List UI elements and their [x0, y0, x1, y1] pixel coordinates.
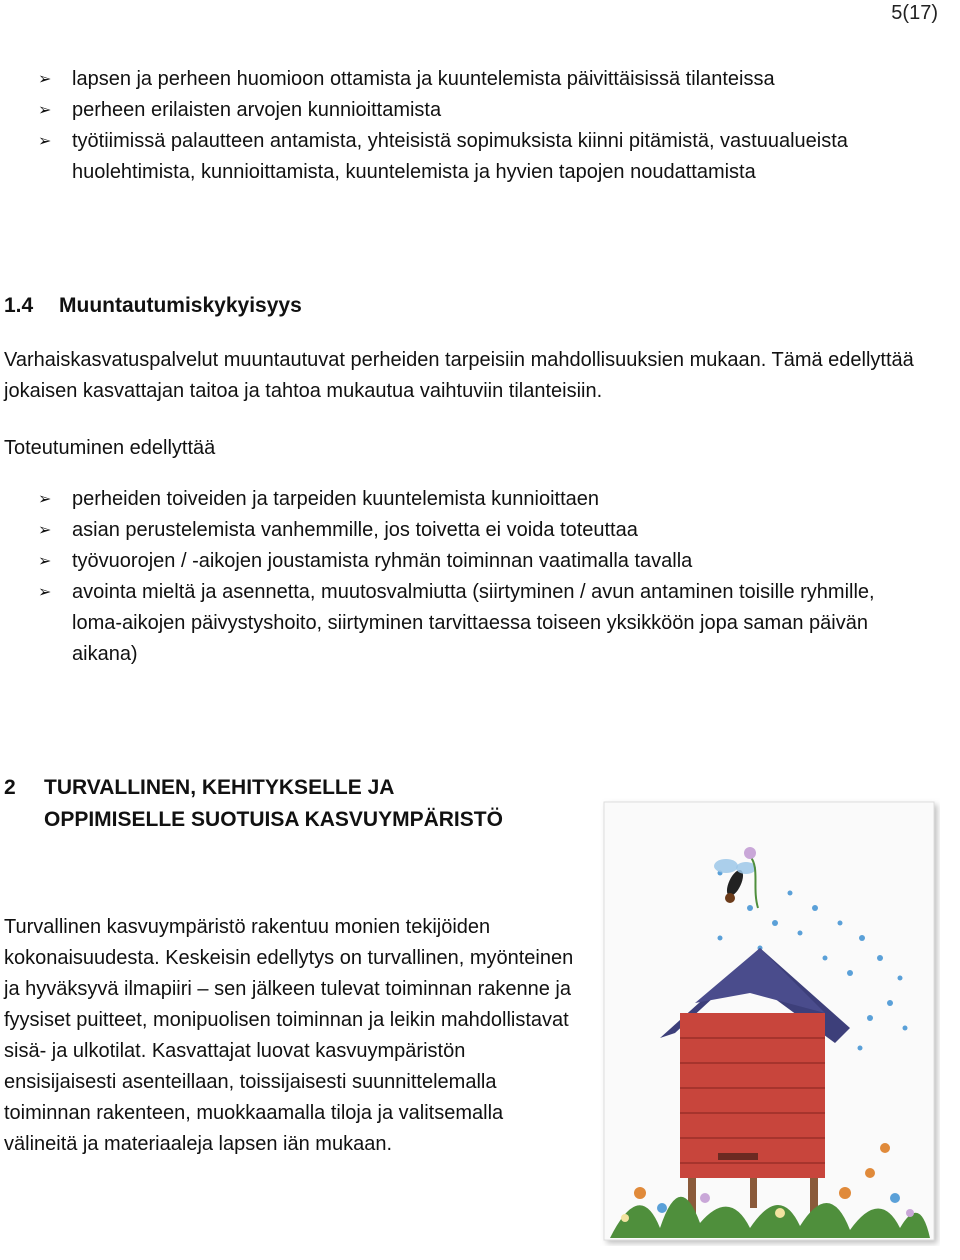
- section-1-4-intro: Varhaiskasvatuspalvelut muuntautuvat perheiden tarpeisiin mahdollisuuksien mukaan. Tämä edellyttää jokaisen kasvattajan taitoa ja tahtoa mukautua vaihtuviin tilanteisiin.: [4, 349, 914, 402]
- section-2-heading: [4, 772, 503, 836]
- list-item: [0, 64, 920, 95]
- list-item: [0, 515, 960, 546]
- arrow-bullet-icon: ➢: [38, 522, 52, 539]
- list-item: [0, 546, 960, 577]
- section-title-line-1: TURVALLINEN, KEHITYKSELLE JA: [44, 776, 395, 799]
- section-title: Muuntautumiskykyisyys: [59, 294, 302, 317]
- beehive-illustration: [600, 798, 940, 1246]
- arrow-bullet-icon: ➢: [38, 102, 52, 119]
- list-item-text: perheen erilaisten arvojen kunnioittamista: [72, 99, 442, 121]
- list-item-text: asian perustelemista vanhemmille, jos toivetta ei voida toteuttaa: [72, 519, 638, 541]
- arrow-bullet-icon: ➢: [38, 491, 52, 508]
- list-item-text: avointa mieltä ja asennetta, muutosvalmiutta (siirtyminen / avun antaminen toisille ryhmille, loma-aikojen päivystyshoito, siirtyminen tarvittaessa toiseen yksikköön jopa saman päivän aikana): [72, 581, 875, 665]
- list-item: [0, 95, 920, 126]
- arrow-bullet-icon: ➢: [38, 133, 52, 150]
- list-item-text: lapsen ja perheen huomioon ottamista ja kuuntelemista päivittäisissä tilanteissa: [72, 68, 775, 90]
- list-item: [0, 126, 920, 188]
- list-item: [0, 484, 960, 515]
- section-2-paragraph: Turvallinen kasvuympäristö rakentuu monien tekijöiden kokonaisuudesta. Keskeisin edellytys on turvallinen, myönteinen ja hyväksyvä ilmapiiri – sen jälkeen tulevat toiminnan rakenne ja fyysiset puitteet, monipuolisen toiminnan ja leikin mahdollistavat sisä- ja ulkotilat. Kasvattajat luovat kasvuympäristön ensisijaisesti asenteillaan, toissijaisesti suunnittelemalla toiminnan rakenteen, muokkaamalla tiloja ja valitsemalla välineitä ja materiaaleja lapsen iän mukaan.: [4, 916, 574, 1155]
- bullet-list-1: [0, 64, 920, 188]
- list-item: [0, 577, 960, 670]
- page-number: 5(17): [891, 2, 938, 24]
- section-title-line-2: OPPIMISELLE SUOTUISA KASVUYMPÄRISTÖ: [44, 808, 503, 831]
- section-1-4-lead-in: Toteutuminen edellyttää: [4, 437, 216, 459]
- section-number: 2: [4, 776, 16, 799]
- list-item-text: työvuorojen / -aikojen joustamista ryhmän toiminnan vaatimalla tavalla: [72, 550, 693, 572]
- arrow-bullet-icon: ➢: [38, 584, 52, 601]
- list-item-text: perheiden toiveiden ja tarpeiden kuuntelemista kunnioittaen: [72, 488, 600, 510]
- arrow-bullet-icon: ➢: [38, 553, 52, 570]
- arrow-bullet-icon: ➢: [38, 71, 52, 88]
- list-item-text: työtiimissä palautteen antamista, yhteisistä sopimuksista kiinni pitämistä, vastuualueista huolehtimista, kunnioittamista, kuuntelemista ja hyvien tapojen noudattamista: [72, 130, 848, 183]
- section-1-4-heading: [4, 294, 302, 318]
- section-number: 1.4: [4, 294, 34, 317]
- hive-entrance: [718, 1153, 758, 1160]
- bullet-list-2: [0, 484, 960, 670]
